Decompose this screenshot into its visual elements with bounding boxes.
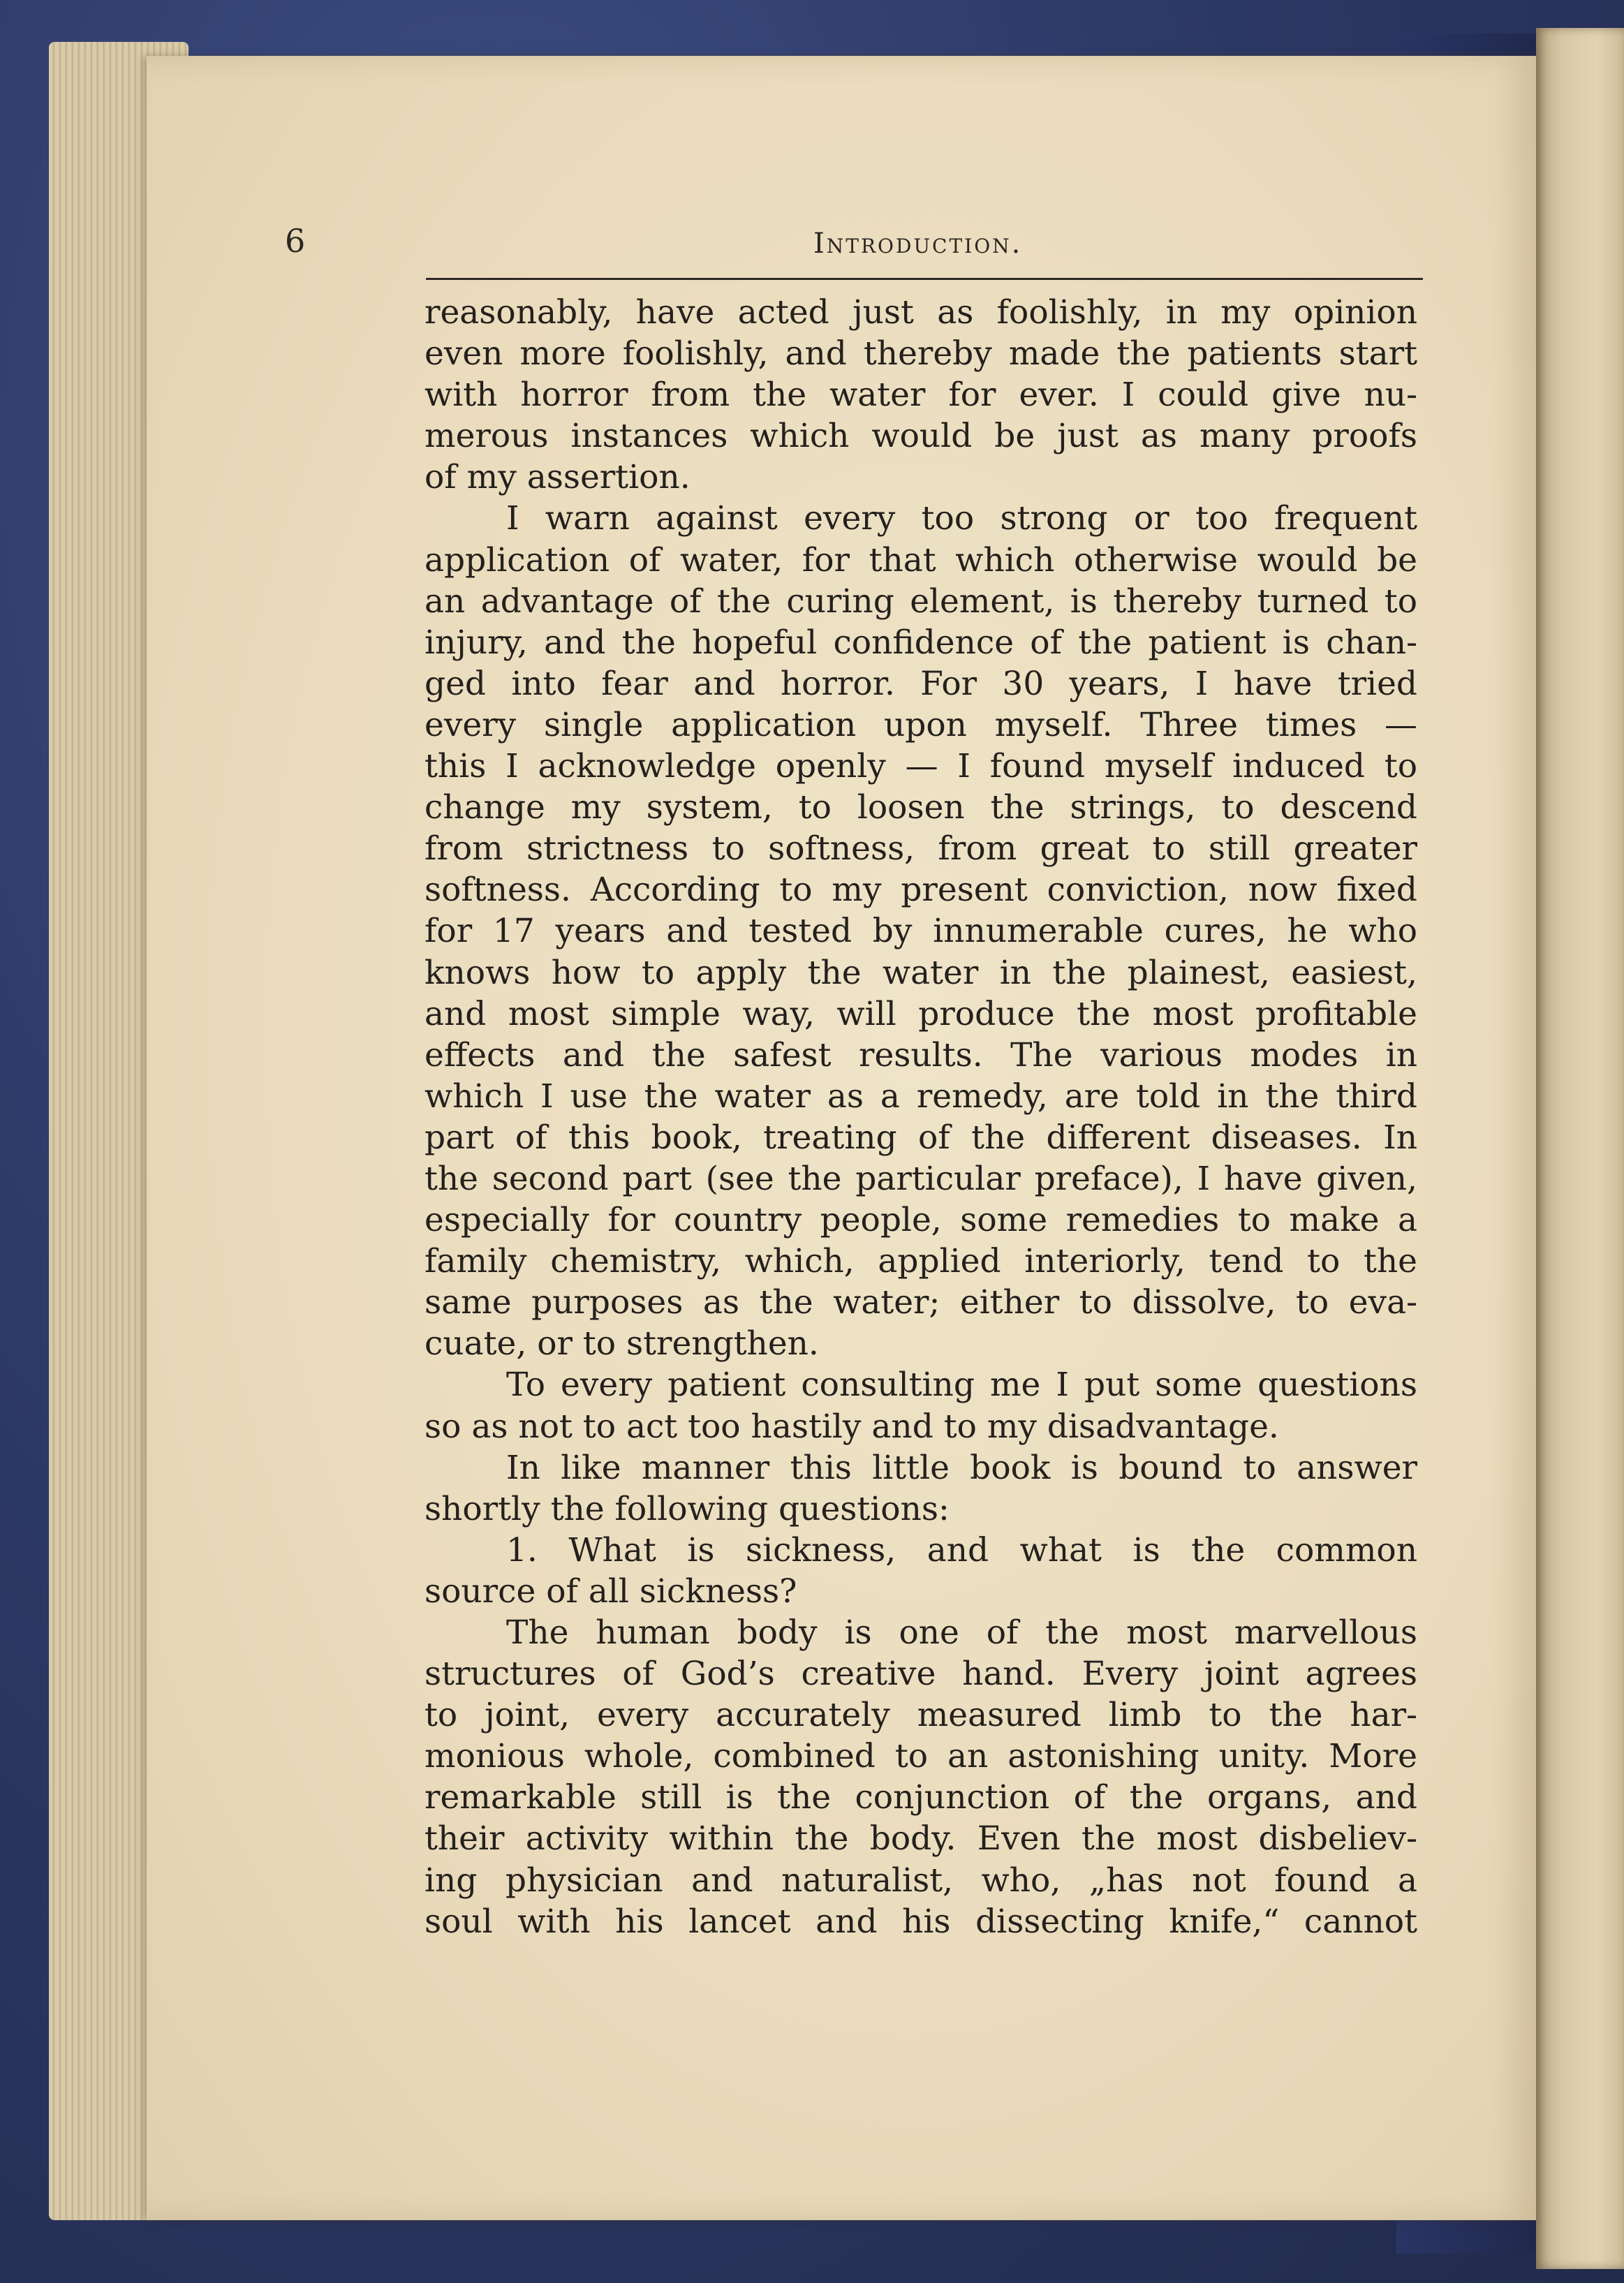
running-head: Introduction. [813,228,1023,260]
text-line: shortly the following questions: [425,1489,950,1528]
text-line: and most simple way, will produce the most profitable [425,994,1417,1033]
text-line: family chemistry, which, applied interiorly, tend to the [425,1242,1417,1281]
text-line: merous instances which would be just as many proofs [425,417,1417,456]
text-line: which I use the water as a remedy, are told in the third [425,1077,1417,1116]
text-line: effects and the safest results. The various modes in [425,1035,1417,1074]
text-line: ged into fear and horror. For 30 years, I have tried [425,664,1417,703]
text-line: To every patient consulting me I put some questions [506,1366,1417,1405]
text-line: for 17 years and tested by innumerable cures, he who [425,912,1417,951]
text-line: even more foolishly, and thereby made the patients start [425,334,1417,374]
text-line: The human body is one of the most marvellous [506,1613,1417,1652]
text-line: ing physician and naturalist, who, „has not found a [425,1861,1417,1900]
text-line: application of water, for that which otherwise would be [425,540,1417,579]
text-line: an advantage of the curing element, is thereby turned to [425,582,1417,621]
text-line: from strictness to softness, from great to still greater [425,829,1417,869]
text-line: so as not to act too hastily and to my disadvantage. [425,1407,1279,1446]
text-line: with horror from the water for ever. I could give nu- [425,376,1417,415]
text-line: part of this book, treating of the different diseases. In [425,1118,1417,1157]
facing-page-edge [1536,28,1624,2269]
text-line: softness. According to my present conviction, now fixed [425,871,1417,910]
text-line: source of all sickness? [425,1572,797,1611]
text-line: reasonably, have acted just as foolishly, in my opinion [425,293,1417,332]
text-line: structures of God’s creative hand. Every joint agrees [425,1655,1417,1694]
page-header [279,222,1416,278]
header-rule-dashes [426,278,621,280]
text-line: same purposes as the water; either to dissolve, to eva- [425,1283,1417,1322]
text-line: remarkable still is the conjunction of the organs, and [425,1778,1417,1817]
text-line: of my assertion. [425,458,691,497]
text-line: cuate, or to strengthen. [425,1324,819,1364]
text-line: In like manner this little book is bound to answer [506,1448,1417,1487]
text-line: the second part (see the particular preface), I have given, [425,1159,1417,1198]
text-line: this I acknowledge openly — I found myself induced to [425,747,1417,786]
text-line: monious whole, combined to an astonishing unity. More [425,1737,1417,1776]
text-line: to joint, every accurately measured limb to the har- [425,1696,1417,1735]
text-line: their activity within the body. Even the most disbeliev- [425,1819,1417,1859]
page-number: 6 [285,222,306,260]
text-line: knows how to apply the water in the plainest, easiest, [425,953,1417,992]
text-line: every single application upon myself. Three times — [425,705,1417,744]
text-line: injury, and the hopeful confidence of the patient is chan- [425,623,1417,662]
body-text [425,292,1417,1942]
text-line: change my system, to loosen the strings, to descend [425,788,1417,827]
text-line: I warn against every too strong or too frequent [506,499,1417,538]
text-line: soul with his lancet and his dissecting knife,“ cannot [425,1902,1417,1941]
text-line: especially for country people, some remedies to make a [425,1201,1417,1240]
text-line: 1. What is sickness, and what is the common [506,1530,1417,1569]
